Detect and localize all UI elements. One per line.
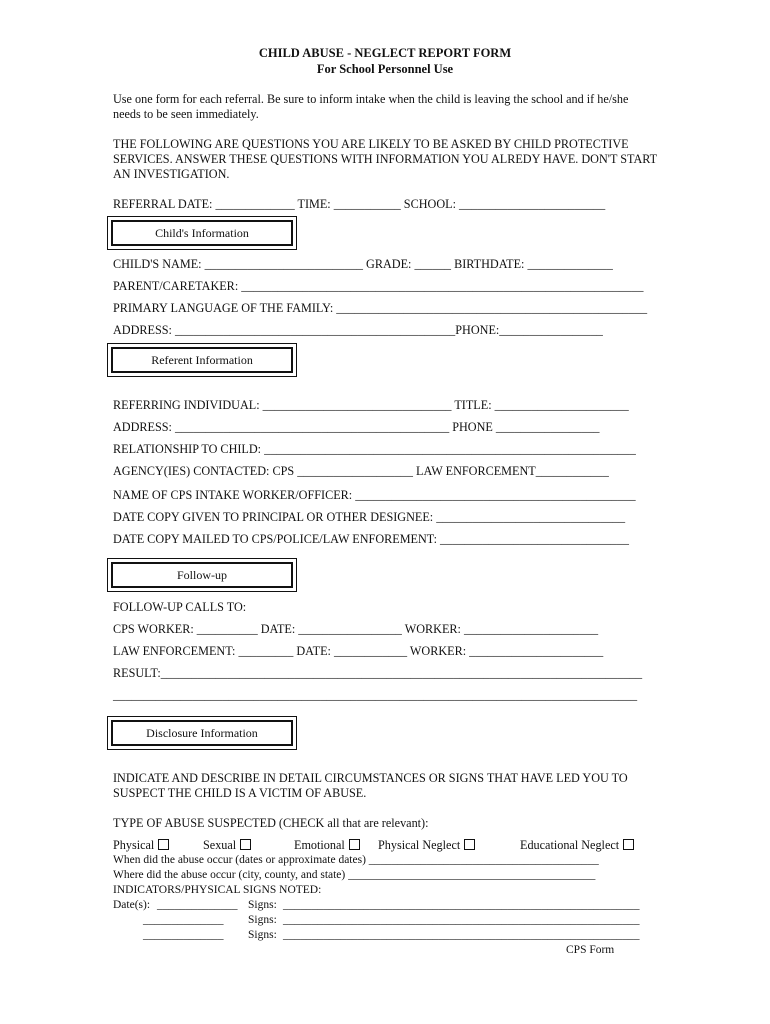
followup-calls-label: FOLLOW-UP CALLS TO:	[113, 600, 247, 614]
section-followup	[107, 558, 297, 592]
cps-worker-line[interactable]: CPS WORKER: __________ DATE: _________________ WORKER: ______________________	[113, 622, 599, 636]
indicators-label: INDICATORS/PHYSICAL SIGNS NOTED:	[113, 884, 322, 896]
signs-label-1: Signs:	[248, 899, 277, 911]
notice-text: THE FOLLOWING ARE QUESTIONS YOU ARE LIKELY TO BE ASKED BY CHILD PROTECTIVE SERVICES. ANSWER THESE QUESTIONS WITH INFORMATION YOU ALREDY HAVE. DON'T START AN INVESTIGATION.	[113, 137, 657, 181]
date-blank-3[interactable]: ______________	[143, 929, 224, 941]
checkbox-icon[interactable]	[240, 839, 251, 850]
date-blank-1[interactable]: ______________	[157, 899, 238, 911]
section-referent-info-label: Referent Information	[111, 347, 293, 373]
checkbox-physical-label: Physical	[113, 838, 155, 852]
parent-line[interactable]: PARENT/CARETAKER: __________________________________________________________________	[113, 279, 644, 293]
section-referent-info	[107, 343, 297, 377]
checkbox-physical-neglect-label: Physical Neglect	[378, 838, 461, 852]
checkbox-icon[interactable]	[349, 839, 360, 850]
form-title: CHILD ABUSE - NEGLECT REPORT FORM	[258, 46, 512, 60]
section-disclosure-label: Disclosure Information	[111, 720, 293, 746]
checkbox-physical-neglect[interactable]	[378, 838, 475, 853]
relationship-line[interactable]: RELATIONSHIP TO CHILD: _____________________________________________________________	[113, 442, 636, 456]
where-line[interactable]: Where did the abuse occur (city, county, and state) ___________________________________________	[113, 869, 596, 881]
instruction-text: Use one form for each referral. Be sure to inform intake when the child is leaving the school and if he/she needs to be seen immediately.	[113, 92, 629, 121]
result-line[interactable]: RESULT:_______________________________________________________________________________	[113, 666, 643, 680]
referral-line[interactable]: REFERRAL DATE: _____________ TIME: ___________ SCHOOL: ________________________	[113, 197, 606, 211]
checkbox-educational-neglect-label: Educational Neglect	[520, 838, 620, 852]
signs-label-2: Signs:	[248, 914, 277, 926]
checkbox-physical[interactable]	[113, 838, 169, 853]
dates-label: Date(s):	[113, 899, 151, 911]
signs-blank-2[interactable]: ______________________________________________________________	[283, 914, 640, 926]
checkbox-educational-neglect[interactable]	[520, 838, 634, 853]
signs-label-3: Signs:	[248, 929, 277, 941]
agencies-line[interactable]: AGENCY(IES) CONTACTED: CPS ___________________ LAW ENFORCEMENT____________	[113, 464, 609, 478]
footer-label: CPS Form	[566, 944, 615, 956]
abuse-type-label: TYPE OF ABUSE SUSPECTED (CHECK all that are relevant):	[113, 816, 429, 830]
referring-individual-line[interactable]: REFERRING INDIVIDUAL: _______________________________ TITLE: ______________________	[113, 398, 629, 412]
mailed-copy-line[interactable]: DATE COPY MAILED TO CPS/POLICE/LAW ENFOREMENT: _______________________________	[113, 532, 629, 546]
section-child-info-label: Child's Information	[111, 220, 293, 246]
checkbox-icon[interactable]	[158, 839, 169, 850]
principal-copy-line[interactable]: DATE COPY GIVEN TO PRINCIPAL OR OTHER DESIGNEE: _______________________________	[113, 510, 626, 524]
child-name-line[interactable]: CHILD'S NAME: __________________________ GRADE: ______ BIRTHDATE: ______________	[113, 257, 613, 271]
date-blank-2[interactable]: ______________	[143, 914, 224, 926]
checkbox-emotional-label: Emotional	[294, 838, 345, 852]
signs-blank-3[interactable]: ______________________________________________________________	[283, 929, 640, 941]
section-disclosure	[107, 716, 297, 750]
section-child-info	[107, 216, 297, 250]
signs-blank-1[interactable]: ______________________________________________________________	[283, 899, 640, 911]
checkbox-sexual-label: Sexual	[203, 838, 237, 852]
law-enforcement-line[interactable]: LAW ENFORCEMENT: _________ DATE: ____________ WORKER: ______________________	[113, 644, 604, 658]
checkbox-icon[interactable]	[623, 839, 634, 850]
result-line-2[interactable]: ______________________________________________________________________________________	[113, 688, 638, 702]
when-line[interactable]: When did the abuse occur (dates or approximate dates) ________________________________________	[113, 854, 599, 866]
language-line[interactable]: PRIMARY LANGUAGE OF THE FAMILY: ___________________________________________________	[113, 301, 648, 315]
checkbox-emotional[interactable]	[294, 838, 360, 853]
checkbox-icon[interactable]	[464, 839, 475, 850]
child-address-line[interactable]: ADDRESS: ______________________________________________PHONE:_________________	[113, 323, 603, 337]
form-subtitle: For School Personnel Use	[316, 62, 454, 76]
checkbox-sexual[interactable]	[203, 838, 251, 853]
referent-address-line[interactable]: ADDRESS: _____________________________________________ PHONE _________________	[113, 420, 600, 434]
intake-worker-line[interactable]: NAME OF CPS INTAKE WORKER/OFFICER: ______________________________________________	[113, 488, 636, 502]
indicate-text: INDICATE AND DESCRIBE IN DETAIL CIRCUMSTANCES OR SIGNS THAT HAVE LED YOU TO SUSPECT THE CHILD IS A VICTIM OF ABUSE.	[113, 771, 628, 800]
section-followup-label: Follow-up	[111, 562, 293, 588]
